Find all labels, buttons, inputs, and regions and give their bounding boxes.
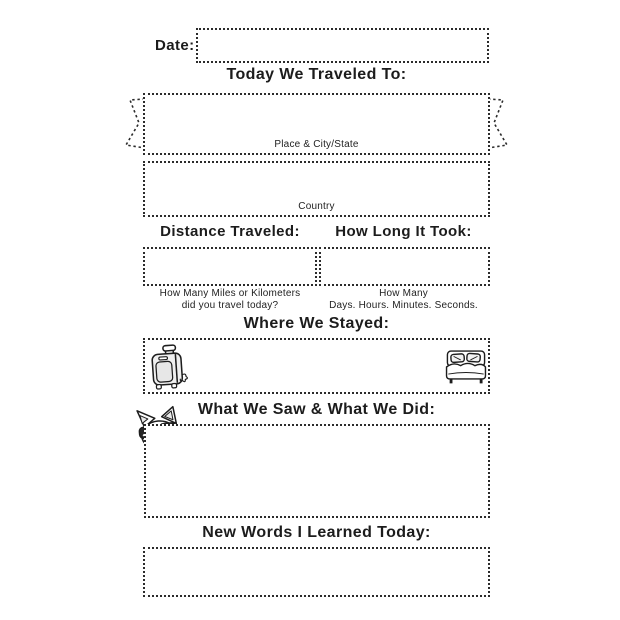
country-input[interactable] [143,161,490,217]
duration-caption-line1: How Many [379,288,428,299]
ribbon-tail-left-icon [124,96,145,152]
country-caption: Country [298,201,335,212]
distance-caption-line1: How Many Miles or Kilometers [159,288,301,299]
new-words-input[interactable] [143,547,490,597]
distance-caption-line2: did you travel today? [181,300,279,311]
place-input[interactable] [143,93,490,155]
date-label: Date: [155,37,195,54]
duration-caption-line2: Days. Hours. Minutes. Seconds. [329,300,478,311]
stayed-input[interactable] [143,338,490,394]
distance-input[interactable] [143,247,317,286]
distance-heading: Distance Traveled: [160,223,300,240]
date-input[interactable] [196,28,489,63]
ribbon-tail-right-icon [488,96,509,152]
duration-caption [317,288,490,312]
duration-heading: How Long It Took: [335,223,472,240]
new-words-heading: New Words I Learned Today: [202,524,431,541]
traveled-heading: Today We Traveled To: [226,66,407,83]
bed-icon [443,348,489,386]
suitcase-icon [146,343,194,391]
distance-caption [143,288,317,312]
stayed-heading: Where We Stayed: [243,315,390,332]
activities-input[interactable] [144,424,490,518]
duration-input[interactable] [319,247,490,286]
activities-heading: What We Saw & What We Did: [197,401,436,418]
place-caption: Place & City/State [274,139,359,150]
